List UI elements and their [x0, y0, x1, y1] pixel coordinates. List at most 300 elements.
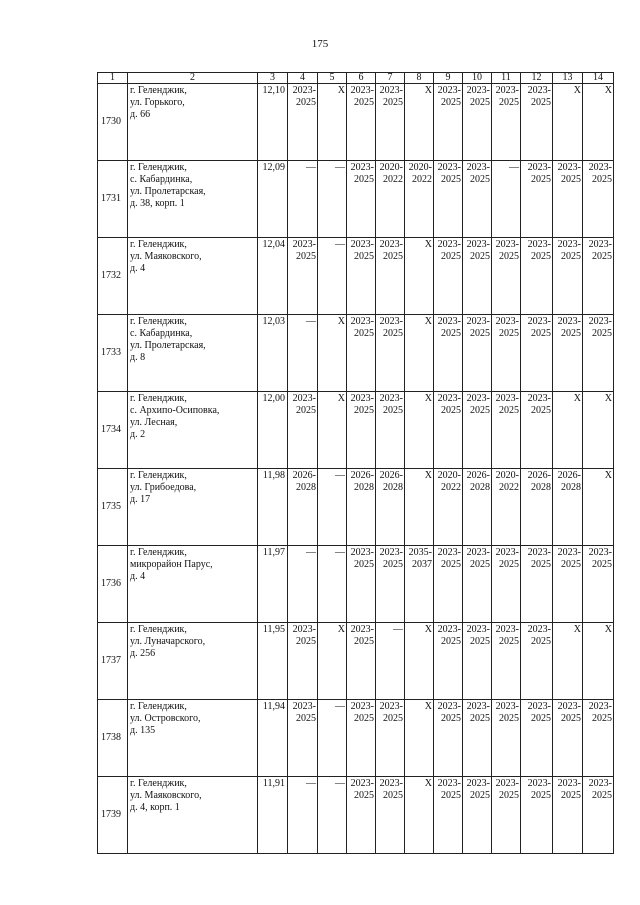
row-number: 1730: [98, 84, 128, 161]
period-value: 2025: [441, 559, 461, 570]
period-value: 2023-: [437, 316, 461, 327]
table-row: [98, 161, 614, 238]
period-value: 2023-: [292, 701, 316, 712]
period-value: —: [335, 162, 345, 173]
period-cell: [347, 161, 376, 238]
period-value: 2022: [383, 174, 403, 185]
period-cell: [405, 84, 434, 161]
period-value: 2023-: [557, 547, 581, 558]
period-value: Х: [424, 624, 432, 635]
period-cell: [463, 161, 492, 238]
period-cell: [405, 700, 434, 777]
address-line: г. Геленджик,: [130, 316, 187, 327]
period-cell: [405, 623, 434, 700]
period-value: Х: [424, 470, 432, 481]
period-value: 2023-: [437, 393, 461, 404]
column-header-12: 12: [521, 73, 553, 84]
period-cell: [434, 623, 463, 700]
address-line: ул. Островского,: [130, 713, 201, 724]
table-row: [98, 623, 614, 700]
period-value: 2025: [354, 328, 374, 339]
period-value: 2025: [296, 713, 316, 724]
period-value: 2023-: [588, 162, 612, 173]
period-cell: [521, 315, 553, 392]
period-value: 2025: [441, 713, 461, 724]
period-cell: [521, 469, 553, 546]
period-value: 2028: [383, 482, 403, 493]
address-line: г. Геленджик,: [130, 85, 187, 96]
period-value: 2023-: [557, 316, 581, 327]
period-value: 2020-: [408, 162, 432, 173]
period-value: 2025: [592, 328, 612, 339]
address-line: д. 135: [130, 725, 156, 736]
address-line: д. 8: [130, 352, 146, 363]
period-value: 2025: [441, 174, 461, 185]
period-cell: [583, 84, 614, 161]
column-header-7: 7: [376, 73, 405, 84]
period-cell: [318, 469, 347, 546]
column-header-1: 1: [98, 73, 128, 84]
area-cell: 11,95: [258, 623, 288, 700]
period-value: 2025: [561, 713, 581, 724]
period-cell: [318, 392, 347, 469]
period-cell: [376, 546, 405, 623]
period-value: 2028: [296, 482, 316, 493]
address-line: г. Геленджик,: [130, 239, 187, 250]
period-cell: [434, 700, 463, 777]
period-cell: [553, 546, 583, 623]
period-value: 2023-: [379, 778, 403, 789]
period-cell: [492, 623, 521, 700]
period-value: 2025: [531, 251, 551, 262]
address-line: г. Геленджик,: [130, 393, 187, 404]
period-value: Х: [604, 470, 612, 481]
period-value: 2025: [531, 405, 551, 416]
period-value: 2025: [561, 559, 581, 570]
period-value: 2022: [441, 482, 461, 493]
address-line: д. 256: [130, 648, 156, 659]
period-cell: [553, 84, 583, 161]
period-value: 2025: [561, 174, 581, 185]
period-value: 2028: [470, 482, 490, 493]
period-value: 2023-: [557, 162, 581, 173]
period-value: 2025: [441, 636, 461, 647]
period-value: 2025: [499, 636, 519, 647]
period-cell: [434, 546, 463, 623]
period-cell: [318, 546, 347, 623]
period-value: Х: [424, 393, 432, 404]
table-body: [98, 84, 614, 854]
period-cell: [553, 777, 583, 854]
period-value: 2023-: [588, 316, 612, 327]
period-value: 2025: [296, 636, 316, 647]
period-value: 2023-: [379, 701, 403, 712]
period-cell: [492, 161, 521, 238]
period-cell: [463, 315, 492, 392]
address-line: д. 4: [130, 571, 146, 582]
period-value: 2023-: [527, 85, 551, 96]
period-cell: [376, 161, 405, 238]
period-cell: [288, 623, 318, 700]
period-cell: [405, 392, 434, 469]
period-value: 2025: [531, 713, 551, 724]
period-cell: [583, 777, 614, 854]
period-value: 2025: [354, 713, 374, 724]
period-value: 2023-: [466, 624, 490, 635]
period-value: 2025: [592, 174, 612, 185]
period-cell: [553, 315, 583, 392]
period-value: —: [306, 778, 316, 789]
address-cell: [128, 161, 258, 238]
period-value: 2025: [354, 174, 374, 185]
period-cell: [492, 392, 521, 469]
table-row: [98, 469, 614, 546]
period-value: 2025: [561, 328, 581, 339]
period-value: 2025: [296, 97, 316, 108]
period-value: 2025: [531, 559, 551, 570]
period-cell: [583, 238, 614, 315]
period-value: —: [306, 547, 316, 558]
period-value: —: [393, 624, 403, 635]
period-value: 2025: [441, 405, 461, 416]
address-line: ул. Маяковского,: [130, 251, 202, 262]
period-value: 2023-: [495, 316, 519, 327]
period-cell: [405, 777, 434, 854]
period-cell: [521, 238, 553, 315]
period-value: 2025: [441, 328, 461, 339]
row-number: 1734: [98, 392, 128, 469]
period-value: 2023-: [437, 778, 461, 789]
address-line: г. Геленджик,: [130, 162, 187, 173]
area-cell: 12,10: [258, 84, 288, 161]
period-cell: [583, 161, 614, 238]
period-cell: [288, 161, 318, 238]
period-value: 2025: [383, 97, 403, 108]
period-value: 2025: [383, 559, 403, 570]
period-value: 2025: [470, 251, 490, 262]
period-value: 2025: [592, 251, 612, 262]
period-cell: [492, 238, 521, 315]
period-value: 2020-: [379, 162, 403, 173]
period-cell: [463, 238, 492, 315]
period-value: 2023-: [527, 316, 551, 327]
period-value: 2023-: [495, 85, 519, 96]
period-cell: [347, 469, 376, 546]
period-value: 2025: [531, 790, 551, 801]
period-value: Х: [604, 624, 612, 635]
period-cell: [288, 392, 318, 469]
period-cell: [434, 315, 463, 392]
period-value: 2023-: [379, 547, 403, 558]
row-number: 1731: [98, 161, 128, 238]
period-value: 2025: [499, 559, 519, 570]
period-value: 2025: [470, 405, 490, 416]
period-cell: [553, 392, 583, 469]
period-value: 2023-: [379, 316, 403, 327]
period-cell: [376, 777, 405, 854]
column-header-8: 8: [405, 73, 434, 84]
period-value: Х: [337, 624, 345, 635]
period-cell: [347, 238, 376, 315]
period-value: 2023-: [350, 393, 374, 404]
period-value: 2023-: [495, 701, 519, 712]
period-cell: [553, 623, 583, 700]
period-value: 2023-: [437, 239, 461, 250]
period-cell: [288, 84, 318, 161]
period-value: 2023-: [495, 547, 519, 558]
period-value: 2025: [470, 636, 490, 647]
period-value: Х: [424, 778, 432, 789]
address-line: д. 2: [130, 429, 146, 440]
period-value: 2025: [592, 790, 612, 801]
period-value: 2025: [383, 713, 403, 724]
period-value: 2025: [470, 713, 490, 724]
period-cell: [521, 623, 553, 700]
period-cell: [521, 161, 553, 238]
address-line: ул. Маяковского,: [130, 790, 202, 801]
period-cell: [521, 84, 553, 161]
period-cell: [288, 700, 318, 777]
period-value: 2025: [383, 251, 403, 262]
period-value: 2023-: [527, 393, 551, 404]
period-cell: [434, 238, 463, 315]
period-value: 2023-: [557, 701, 581, 712]
period-cell: [347, 392, 376, 469]
period-cell: [583, 623, 614, 700]
period-value: 2025: [441, 97, 461, 108]
period-cell: [318, 315, 347, 392]
address-line: ул. Пролетарская,: [130, 340, 206, 351]
row-number: 1736: [98, 546, 128, 623]
period-value: 2023-: [495, 624, 519, 635]
period-value: 2026-: [379, 470, 403, 481]
period-value: 2025: [296, 251, 316, 262]
table-row: [98, 238, 614, 315]
address-line: с. Кабардинка,: [130, 174, 193, 185]
period-cell: [318, 161, 347, 238]
period-value: 2023-: [588, 778, 612, 789]
address-cell: [128, 392, 258, 469]
column-header-13: 13: [553, 73, 583, 84]
period-cell: [376, 623, 405, 700]
period-value: Х: [573, 624, 581, 635]
header-row: [98, 73, 614, 84]
period-cell: [318, 623, 347, 700]
period-cell: [463, 777, 492, 854]
period-value: —: [335, 778, 345, 789]
period-value: Х: [424, 239, 432, 250]
period-value: Х: [424, 316, 432, 327]
period-cell: [347, 546, 376, 623]
table-row: [98, 546, 614, 623]
period-value: Х: [337, 85, 345, 96]
period-cell: [376, 392, 405, 469]
period-value: 2025: [296, 405, 316, 416]
period-cell: [492, 469, 521, 546]
period-value: 2025: [531, 636, 551, 647]
period-cell: [347, 84, 376, 161]
row-number: 1733: [98, 315, 128, 392]
period-value: 2023-: [466, 316, 490, 327]
period-cell: [553, 238, 583, 315]
period-value: 2023-: [527, 547, 551, 558]
period-value: 2025: [531, 328, 551, 339]
period-value: 2023-: [350, 778, 374, 789]
period-value: Х: [573, 85, 581, 96]
period-cell: [492, 777, 521, 854]
address-line: ул. Грибоедова,: [130, 482, 197, 493]
period-value: 2025: [354, 251, 374, 262]
address-cell: [128, 700, 258, 777]
table-row: [98, 392, 614, 469]
period-value: 2023-: [379, 85, 403, 96]
period-value: 2025: [383, 405, 403, 416]
period-value: 2025: [592, 713, 612, 724]
address-line: с. Кабардинка,: [130, 328, 193, 339]
period-value: 2023-: [588, 547, 612, 558]
address-line: г. Геленджик,: [130, 778, 187, 789]
page-number: 175: [311, 38, 329, 50]
period-value: 2023-: [466, 778, 490, 789]
period-cell: [583, 700, 614, 777]
period-cell: [463, 84, 492, 161]
address-cell: [128, 238, 258, 315]
period-cell: [434, 469, 463, 546]
period-value: 2025: [383, 328, 403, 339]
address-line: г. Геленджик,: [130, 470, 187, 481]
period-value: 2023-: [350, 85, 374, 96]
period-value: 2023-: [466, 85, 490, 96]
period-value: 2023-: [466, 547, 490, 558]
period-value: 2023-: [527, 162, 551, 173]
period-value: 2026-: [292, 470, 316, 481]
period-value: 2023-: [437, 162, 461, 173]
period-value: 2028: [531, 482, 551, 493]
address-line: микрорайон Парус,: [130, 559, 213, 570]
period-value: Х: [604, 393, 612, 404]
area-cell: 12,04: [258, 238, 288, 315]
period-cell: [492, 315, 521, 392]
period-cell: [463, 469, 492, 546]
address-line: с. Архипо-Осиповка,: [130, 405, 220, 416]
period-cell: [583, 392, 614, 469]
period-cell: [463, 392, 492, 469]
period-value: 2025: [499, 405, 519, 416]
period-cell: [553, 469, 583, 546]
period-value: 2025: [354, 790, 374, 801]
period-cell: [492, 84, 521, 161]
period-cell: [347, 623, 376, 700]
period-value: 2026-: [466, 470, 490, 481]
period-cell: [463, 700, 492, 777]
period-value: 2023-: [588, 239, 612, 250]
period-cell: [434, 161, 463, 238]
period-value: 2023-: [350, 316, 374, 327]
period-cell: [288, 315, 318, 392]
period-value: 2023-: [527, 778, 551, 789]
period-value: 2028: [354, 482, 374, 493]
period-value: 2025: [561, 790, 581, 801]
area-cell: 12,09: [258, 161, 288, 238]
period-value: 2025: [441, 790, 461, 801]
period-value: 2023-: [437, 547, 461, 558]
address-cell: [128, 469, 258, 546]
period-value: —: [335, 470, 345, 481]
period-value: 2025: [499, 713, 519, 724]
address-line: г. Геленджик,: [130, 624, 187, 635]
period-cell: [521, 546, 553, 623]
address-line: д. 4: [130, 263, 146, 274]
period-cell: [405, 469, 434, 546]
period-value: —: [509, 162, 519, 173]
address-line: ул. Пролетарская,: [130, 186, 206, 197]
period-value: 2025: [470, 790, 490, 801]
row-number: 1735: [98, 469, 128, 546]
area-cell: 12,00: [258, 392, 288, 469]
period-cell: [583, 546, 614, 623]
column-header-5: 5: [318, 73, 347, 84]
period-cell: [347, 777, 376, 854]
period-value: 2035-: [408, 547, 432, 558]
column-header-10: 10: [463, 73, 492, 84]
table-row: [98, 777, 614, 854]
period-value: 2025: [354, 636, 374, 647]
period-value: Х: [604, 85, 612, 96]
period-cell: [492, 546, 521, 623]
address-line: д. 38, корп. 1: [130, 198, 185, 209]
period-cell: [405, 238, 434, 315]
period-value: 2028: [561, 482, 581, 493]
period-value: 2023-: [292, 393, 316, 404]
period-cell: [521, 777, 553, 854]
address-line: ул. Луначарского,: [130, 636, 206, 647]
address-line: ул. Горького,: [130, 97, 185, 108]
period-value: Х: [573, 393, 581, 404]
period-cell: [376, 238, 405, 315]
period-value: 2023-: [495, 778, 519, 789]
column-header-3: 3: [258, 73, 288, 84]
column-header-6: 6: [347, 73, 376, 84]
address-cell: [128, 777, 258, 854]
period-value: 2025: [499, 97, 519, 108]
row-number: 1738: [98, 700, 128, 777]
table-row: [98, 315, 614, 392]
period-value: 2023-: [292, 239, 316, 250]
period-value: 2025: [531, 97, 551, 108]
period-cell: [521, 392, 553, 469]
area-cell: 11,97: [258, 546, 288, 623]
area-cell: 11,91: [258, 777, 288, 854]
address-cell: [128, 315, 258, 392]
period-cell: [318, 84, 347, 161]
period-cell: [318, 700, 347, 777]
period-value: 2026-: [350, 470, 374, 481]
period-value: Х: [424, 701, 432, 712]
period-value: 2025: [354, 405, 374, 416]
period-value: Х: [337, 393, 345, 404]
column-header-4: 4: [288, 73, 318, 84]
period-value: 2025: [561, 251, 581, 262]
period-cell: [288, 777, 318, 854]
period-value: 2025: [499, 328, 519, 339]
period-cell: [521, 700, 553, 777]
period-value: 2023-: [379, 239, 403, 250]
period-value: 2025: [470, 328, 490, 339]
period-value: —: [335, 239, 345, 250]
table-row: [98, 700, 614, 777]
area-cell: 11,94: [258, 700, 288, 777]
period-value: 2025: [354, 97, 374, 108]
